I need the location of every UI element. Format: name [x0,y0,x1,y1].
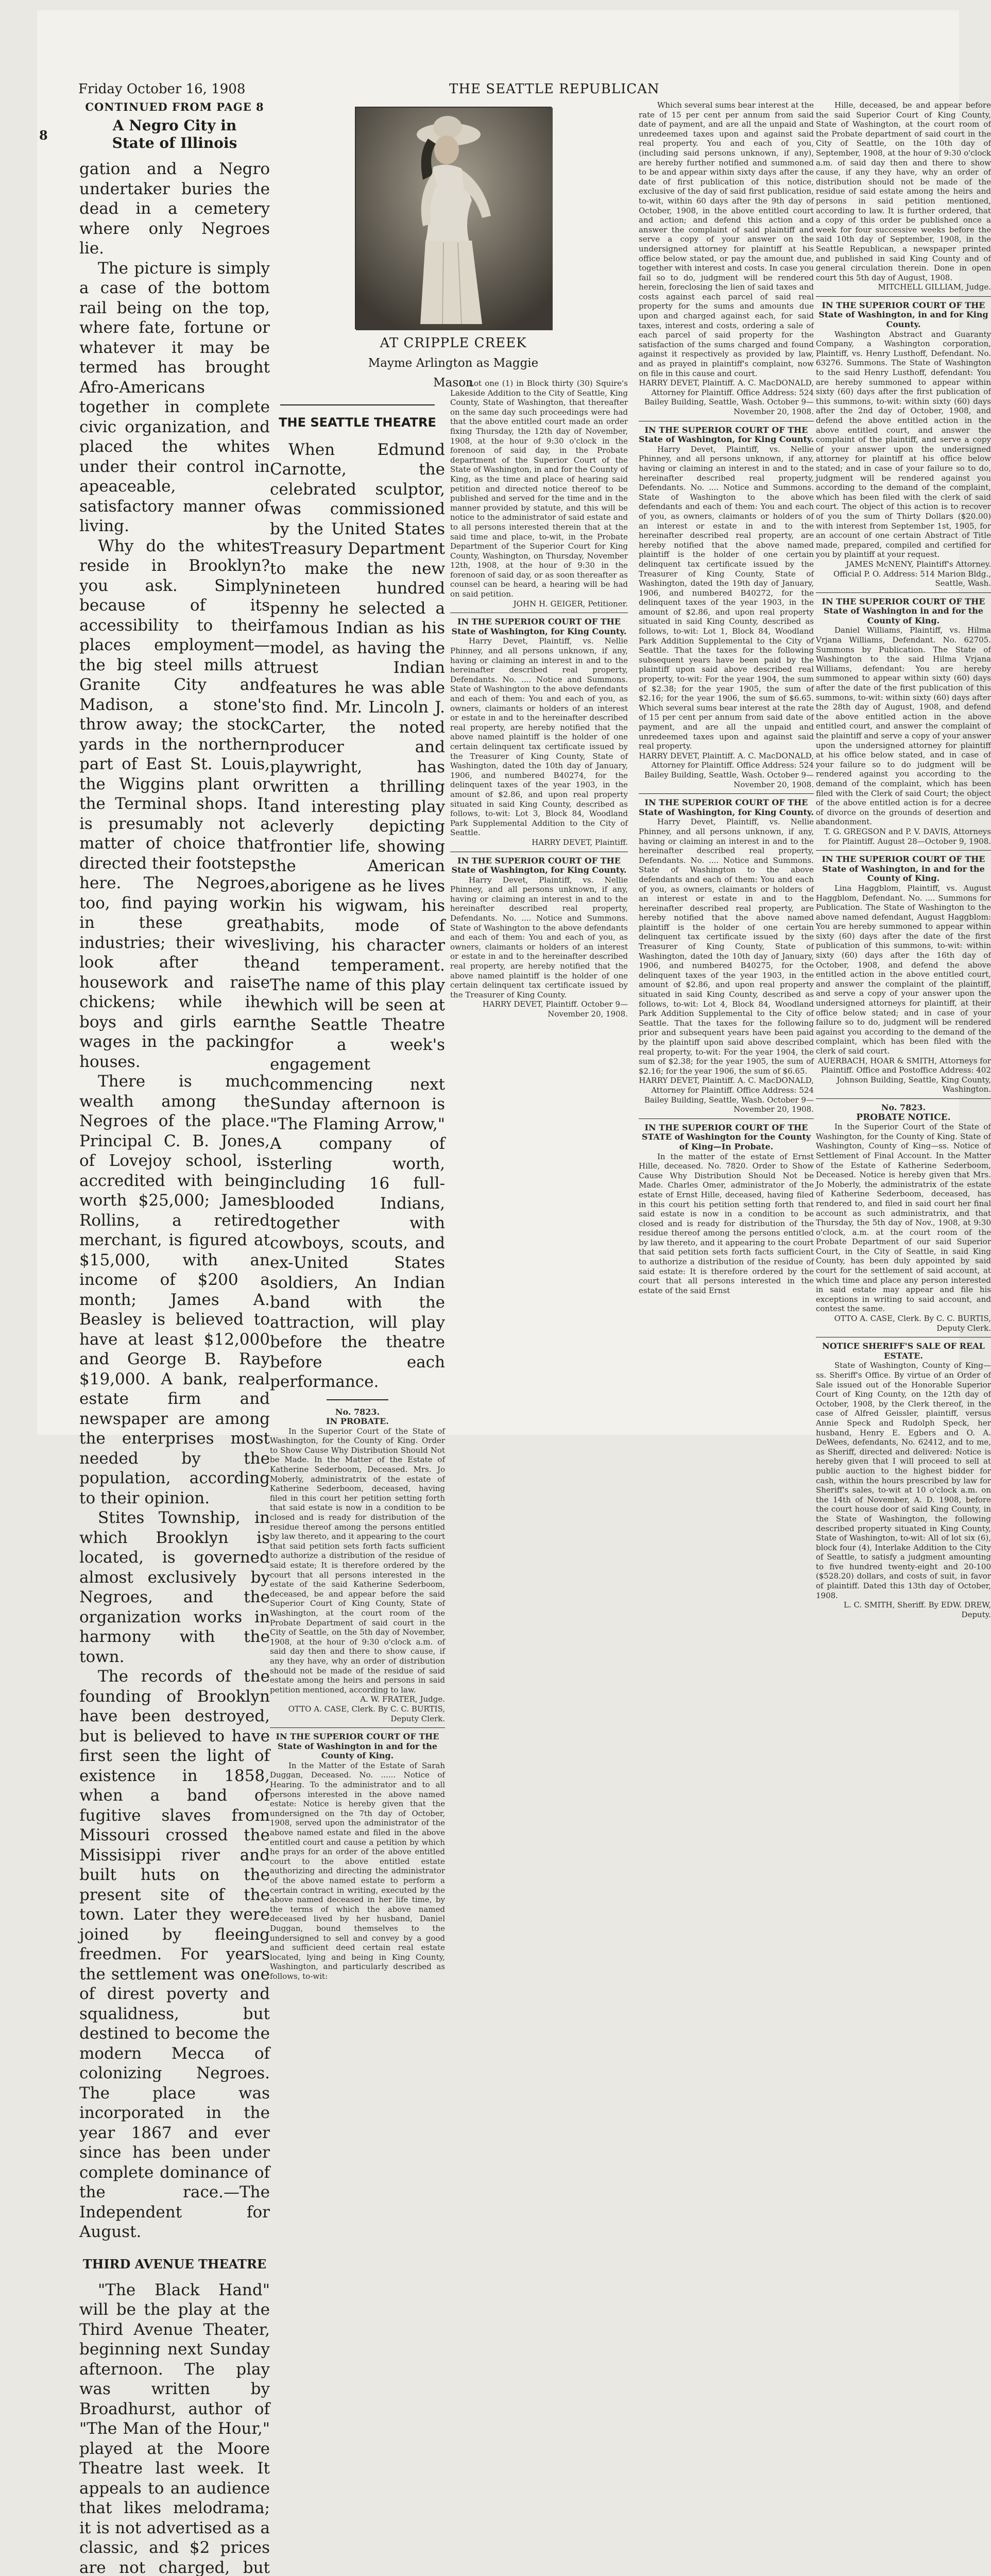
legal-heading: PROBATE NOTICE. [816,1113,991,1123]
legal-notices-middle [450,379,628,1019]
divider [280,404,435,405]
legal-text: In the Matter of the Estate of Sarah Duggan, Deceased. No. ...... Notice of Hearing. To the administrator and to all persons interested in the above named estate: Notice is hereby given that the undersigned on the 7th day of October, 1908, served upon the administrator of the above named estate and filed in the above entitled court and cause a petition by which he prays for an order of the above entitled court to the above entitled estate authorizing and directing the administrator of the above named estate to perform a certain contract in writing, executed by the above named deceased in her life time, by the terms of which the above named deceased lived by her husband, Daniel Duggan, bound themselves to the undersigned to sell and convey by a good and sufficient deed certain real estate located, lying and being in King County, Washington, and particularly described as follows, to-wit: [270,1761,445,1981]
masthead: THE SEATTLE REPUBLICAN [449,81,660,97]
legal-heading: IN THE SUPERIOR COURT OF THE State of Washington in and for the County of King. [816,597,991,626]
legal-text: Harry Devet, Plaintiff, vs. Nellie Phinney, and all persons unknown, if any, having or claiming an interest in and to the hereinafter described real property, Defendants. No. .... Notice and Summons. State of Washington to the above defendants and each of them: You and each of you, as owners, claimants or holders of an interest or estate in and to the hereinafter described real property, are hereby notified that the above named plaintiff is the holder of one certain delinquent tax certificate issued by the Treasurer of King County, State of Washington, dated the 10th day of January, 1906, and numbered B40275, for the delinquent taxes of the year 1903, in the amount of $2.86, and upon real property situated in said King County, described as follows, to-wit: Lot 4, Block 84, Woodland Park Addition Supplemental to the City of Seattle. That the taxes for the following prior and subsequent years have been paid by the plaintiff upon said above described real property, to-wit: For the year 1904, the sum of $2.38; for the year 1905, the sum of $2.16; for the year 1906, the sum of $6.65. [639,817,814,1076]
article-paragraph: The picture is simply a case of the bottom rail being on the top, where fate, fortune or whatever it may be termed has brought Afro-Americans together in complete civic organization, and placed the whites under their control in apeaceable, satisfactory manner of living. [79,259,270,536]
legal-text: Harry Devet, Plaintiff, vs. Nellie Phinney, and all persons unknown, if any, having or claiming an interest in and to the hereinafter described real property, Defendants. No. .... Notice and Summons. State of Washington to the above defendants and each of them: You and each of you, as owners, claimants or holders of an interest or estate in and to the hereinafter described real property, are hereby notified that the above named plaintiff is the holder of one certain delinquent tax certificate issued by the Treasurer of King County. [450,875,628,1000]
article-title: THE SEATTLE THEATRE [270,413,445,433]
legal-text: In the matter of the estate of Ernst Hille, deceased. No. 7820. Order to Show Cause Why Distribution Should Not be Made. Charles Omer, administrator of the estate of Ernst Hille, deceased, having filed in this court his petition setting forth that said estate is now in a condition to be closed and is ready for distribution of the residue thereof among the persons entitled by law thereto, and it appearing to the court that said petition sets forth facts sufficient to authorize a distribution of the residue of said estate: It is therefore ordered by the court that all persons interested in the estate of the said Ernst [639,1152,814,1296]
probate-heading: IN PROBATE. [270,1417,445,1427]
legal-heading: IN THE SUPERIOR COURT OF THE State of Washington, for King County. [450,617,628,636]
signature: HARRY DEVET, Plaintiff. A. C. MacDONALD, Attorney for Plaintiff. Office Address: 524 Bailey Building, Seattle, Wash. October 9—November 20, 1908. [639,378,814,416]
legal-text: In the Superior Court of the State of Washington, for the County of King. State of Washington, County of King—ss. Notice of Settlement of Final Account. In the Matter of the Estate of Katherine Sederboom, Deceased. Notice is hereby given that Mrs. Jo Moberly, the administratrix of the estate of Katherine Sederboom, deceased, has rendered to, and filed in said court her final account as such administratrix, and that Thursday, the 5th day of Nov., 1908, at 9:30 o'clock, a.m. at the court room of the Probate Department of our said Superior Court, in the City of Seattle, in said King County, has been duly appointed by said court for the settlement of said account, at which time and place any person interested in said estate may appear and file his exceptions in writing to said account, and contest the same. [816,1122,991,1314]
legal-text: Lot one (1) in Block thirty (30) Squire's Lakeside Addition to the City of Seattle, King County, State of Washington, that thereafter on the same day such proceedings were had that the above entitled court made an order fixing Thursday, the 12th day of November, 1908, at the hour of 9:30 o'clock in the forenoon of said day, in the Probate department of the Superior Court of the State of Washington, in and for the County of King, as the time and place of hearing said petition and directed notice thereof to be published and served for the time and in the manner provided by statute, and this will be notice to the administrator of said estate and to all persons interested therein that at the said time and place, to-wit, in the Probate Department of the Superior Court for King County, Washington, on Thursday, November 12th, 1908, at the hour of 9:30 in the forenoon of said day, or as soon thereafter as counsel can be heard, a hearing will be had on said petition. [450,379,628,599]
page-header [78,72,938,98]
divider [816,296,991,297]
column-4 [816,100,991,1619]
legal-heading: IN THE SUPERIOR COURT OF THE State of Washington, for King County. [450,856,628,875]
caption-title: AT CRIPPLE CREEK [352,333,554,353]
legal-text: Hille, deceased, be and appear before the said Superior Court of King County, State of Washington, at the court room of the Probate department of said court in the City of Seattle, on the 10th day of September, 1908, at the hour of 9:30 o'clock a.m. of said day then and there to show cause, if any they have, why an order of distribution should not be made of the residue of said estate among the heirs and persons in said petition mentioned, according to law. It is further ordered, that a copy of this order be published once a week for four successive weeks before the said 10th day of September, 1908, in the Seattle Republican, a newspaper printed and published in said King County and of general circulation therein. Done in open court this 5th day of August, 1908. [816,100,991,282]
signature: MITCHELL GILLIAM, Judge. [816,282,991,292]
article-paragraph: The records of the founding of Brooklyn have been destroyed, but is believed to have first seen the light of existence in 1858, when a band of fugitive slaves from Missouri crossed the Missisippi river and built huts on the present site of the town. Later they were joined by fleeing freedmen. For years the settlement was one of direst poverty and squalidness, but destined to become the modern Mecca of colonizing Negroes. The place was incorporated in the year 1867 and ever since has been under complete dominance of the race.—The Independent for August. [79,1667,270,2242]
signature: OTTO A. CASE, Clerk. By C. C. BURTIS, Deputy Clerk. [270,1704,445,1723]
legal-heading: IN THE SUPERIOR COURT OF THE STATE of Washington for the County of King—In Probate. [639,1123,814,1152]
probate-text: In the Superior Court of the State of Washington, for the County of King. Order to Show Cause Why Distribution Should Not be Made. In the Matter of the Estate of Katherine Sederboom, Deceased. Mrs. Jo Moberly, administratrix of the estate of Katherine Sederboom, deceased, having filed in this court her petition setting forth that said estate is now in a condition to be closed and is ready for distribution of the residue thereof among the persons entitled by law thereto, and it appearing to the court that said petition sets forth facts sufficient to authorize a distribution of the residue of said estate; It is therefore ordered by the court that all persons interested in the estate of the said Katherine Sederboom, deceased, be and appear before the said Superior Court of King County, State of Washington, at the court room of the Probate Department of said court in the City of Seattle, on the 5th day of November, 1908, at the hour of 9:30 o'clock a.m. of said day then and there to show cause, if any they have, why an order of distribution should not be made of the residue of said estate among the heirs and persons in said petition mentioned, according to law. [270,1427,445,1695]
signature: HARRY DEVET, Plaintiff. [450,838,628,848]
newspaper-page [37,10,959,1435]
issue-date: Friday October 16, 1908 [78,81,245,97]
continued-note: CONTINUED FROM PAGE 8 [79,100,270,114]
legal-text: Which several sums bear interest at the rate of 15 per cent per annum from said date of payment, and are all the unpaid and unredeemed taxes upon and against said real property. You and each of you, (including said persons unknown, if any), are hereby further notified and summoned to be and appear within sixty days after the date of first publication of this notice, exclusive of the day of said first publication, to-wit, within 60 days after the 9th day of October, 1908, in the above entitled court and action; and defend this action and answer the complaint of said plaintiff and serve a copy of your answer on the undersigned attorney for plaintiff at his office below stated, or pay the amount due, together with interest and costs. In case you fail so to do, judgment will be rendered herein, foreclosing the lien of said taxes and costs against each parcel of said real property for the sums and amounts due upon and charged against each, for said taxes, interest and costs, ordering a sale of each parcel of said property for the satisfaction of the sums charged and found against it respectively as provided by law, and as prayed in plaintiff's complaint, now on file in this cause and court. [639,100,814,378]
signature: JOHN H. GEIGER, Petitioner. [450,599,628,609]
legal-heading: IN THE SUPERIOR COURT OF THE State of Washington, in and for King County. [816,301,991,330]
column-1 [79,100,270,2576]
article-title: THIRD AVENUE THEATRE [79,2256,270,2273]
signature: AUERBACH, HOAR & SMITH, Attorneys for Plaintiff. Office and Postoffice Address: 402 Johnson Building, Seattle, King County, Washington. [816,1056,991,1094]
divider [816,1098,991,1099]
divider [270,1727,445,1728]
legal-heading: IN THE SUPERIOR COURT OF THE State of Washington, in and for the County of King. [816,855,991,884]
legal-text: Daniel Williams, Plaintiff, vs. Hilma Vrjana Williams, Defendant. No. 62705. Summons by Publication. The State of Washington to the said Hilma Vrjana Williams, defendant: You are hereby summoned to appear within sixty (60) days after the date of the first publication of this summons, to-wit: within sixty (60) days after the 28th day of August, 1908, and defend the above entitled action in the above entitled court, and answer the complaint of the plaintiff and serve a copy of your answer upon the undersigned attorney for plaintiff at his office below stated, and in case of your failure so to do judgment will be rendered against you according to the demand of the complaint, which has been filed with the Clerk of said Court; the object of the above entitled action is for a decree of divorce on the grounds of desertion and abandonment. [816,625,991,826]
article-paragraph: There is much wealth among the Negroes of the place. Principal C. B. Jones, of Lovejoy school, is accredited with being worth $25,000; James Rollins, a retired merchant, is figured at $15,000, with an income of $200 a month; James A. Beasley is believed to have at least $12,000 and George B. Ray $19,000. A bank, real estate firm and newspaper are among the enterprises most needed by the population, according to their opinion. [79,1072,270,1508]
signature: T. G. GREGSON and P. V. DAVIS, Attorneys for Plaintiff. August 28—October 9, 1908. [816,827,991,846]
legal-heading: IN THE SUPERIOR COURT OF THE State of Washington, for King County. [639,426,814,445]
article-title: A Negro City in State of Illinois [95,117,254,152]
signature: HARRY DEVET, Plaintiff. October 9—November 20, 1908. [450,999,628,1019]
divider [327,1399,388,1400]
signature: L. C. SMITH, Sheriff. By EDW. DREW, Deputy. [816,1600,991,1619]
signature: HARRY DEVET, Plaintiff. A. C. MacDONALD, Attorney for Plaintiff. Office Address: 524 Bailey Building, Seattle, Wash. October 9—November 20, 1908. [639,1076,814,1114]
article-paragraph: When Edmund Carnotte, the celebrated sculptor, was commissioned by the United States Treasury Department to make the new nineteen hundred penny he selected a famous Indian as his model, as having the truest Indian features he was able to find. Mr. Lincoln J. Carter, the noted producer and playwright, has written a thrilling and interesting play cleverly depicting frontier life, showing the American aborigene as he lives in his wigwam, his habits, mode of living, his character and temperament. The name of this play which will be seen at the Seattle Theatre for a week's engagement commencing next Sunday afternoon is "The Flaming Arrow," A company of sterling worth, including 16 full-blooded Indians, together with cowboys, scouts, and ex-United States soldiers, An Indian band with the attraction, will play before the theatre before each performance. [270,440,445,1392]
column-3 [639,100,814,1295]
article-paragraph: Why do the whites reside in Brooklyn? you ask. Simply because of its accessibility to their places employment—the big steel mills at Granite City and Madison, a stone's throw away; the stock yards in the northern part of East St. Louis, the Wiggins plant or the Terminal shops. It is presumably not a matter of choice that directed their footsteps here. The Negroes, too, find paying work in these great industries; their wives look after the housework and raise chickens; while ihe boys and girls earn wages in the packing houses. [79,536,270,1072]
divider [639,1118,814,1119]
probate-number: No. 7823. [270,1408,445,1417]
legal-text: Harry Devet, Plaintiff, vs. Nellie Phinney, and all persons unknown, if any, having or claiming an interest in and to the hereinafter described real property, Defendants. No. .... Notice and Summons. State of Washington to the above defendants and each of them: You and each of you, as owners, claimants or holders of an interest or estate in and to the hereinafter described real property, are hereby notified that the above named plaintiff is the holder of one certain delinquent tax certificate issued by the Treasurer of King County, State of Washington, dated the 10th day of January, 1906, and numbered B40274, for the delinquent taxes of the year 1903, in the amount of $2.86, and upon real property situated in said King County, described as follows, to-wit: Lot 3, Block 84, Woodland Park Supplemental Addition to the City of Seattle. [450,636,628,837]
article-paragraph: "The Black Hand" will be the play at the Third Avenue Theater, beginning next Sunday afternoon. The play was written by Broadhurst, author of "The Man of the Hour," played at the Moore Theatre last week. It appeals to an audience that likes melodrama; it is not advertised as a classic, and $2 prices are not charged, but [79,2280,270,2576]
legal-heading: NOTICE SHERIFF'S SALE OF REAL ESTATE. [816,1342,991,1361]
legal-text: Washington Abstract and Guaranty Company, a Washington corporation, Plaintiff, vs. Henry Lusthoff, Defendant. No. 63276. Summons. The State of Washington to the said Henry Lusthoff, defendant: You are hereby summoned to appear within sixty (60) days after the first publication of this summons, to-wit: within sixty (60) days after the 2nd day of October, 1908, and defend the above entitled action in the above entitled court, and answer the complaint of the plaintiff, and serve a copy of your answer upon the undersigned attorney for plaintiff at his office below stated; and in case of your failure so to do, judgment will be rendered against you according to the demand of the complaint, which has been filed with the clerk of said court. The object of this action is to recover of you the sum of Thirty Dollars ($20.00) with interest from September 1st, 1905, for an account of one certain Abstract of Title made, prepared, compiled and certified for you by plaintiff at your request. [816,330,991,560]
legal-heading: IN THE SUPERIOR COURT OF THE State of Washington, for King County. [639,798,814,817]
divider [639,793,814,794]
probate-notice [270,1408,445,1981]
signature: HARRY DEVET, Plaintiff. A. C. MacDONALD, Attorney for Plaintiff. Office Address: 524 Bailey Building, Seattle, Wash. October 9—November 20, 1908. [639,751,814,789]
probate-number: No. 7823. [816,1103,991,1113]
portrait-photo [355,107,552,329]
divider [816,592,991,593]
caption-subtitle: Mayme Arlington as Maggie Mason [352,353,554,393]
legal-text: Harry Devet, Plaintiff, vs. Nellie Phinney, and all persons unknown, if any, having or claiming an interest in and to the hereinafter described real property, Defendants. No. .... Notice and Summons. State of Washington to the above defendants and each of them: You and each of you, as owners, claimants or holders of an interest or estate in and to the hereinafter described real property, are hereby notified that the above named plaintiff is the holder of one certain delinquent tax certificate issued by the Treasurer of King County, State of Washington, dated the 19th day of January, 1906, and numbered B40272, for the delinquent taxes of the year 1903, in the amount of $2.86, and upon real property situated in said King County, described as follows, to-wit: Lot 1, Block 84, Woodland Park Addition Supplemental to the City of Seattle. That the taxes for the following subsequent years have been paid by the plaintiff upon said above described real property, to-wit: For the year 1904, the sum of $2.38; for the year 1905, the sum of $2.16; for the year 1906, the sum of $6.65. Which several sums bear interest at the rate of 15 per cent per annum from said date of payment, and are all the unpaid and unredeemed taxes upon and against said real property. [639,445,814,751]
article-paragraph: Stites Township, in which Brooklyn is located, is governed almost exclusively by Negroes, and the organization works in harmony with the town. [79,1508,270,1667]
seattle-theatre-article [270,404,445,1981]
woman-portrait-image [356,108,553,330]
legal-heading: IN THE SUPERIOR COURT OF THE State of Washington in and for the County of King. [270,1732,445,1761]
signature: OTTO A. CASE, Clerk. By C. C. BURTIS, Deputy Clerk. [816,1314,991,1333]
signature: A. W. FRATER, Judge. [270,1694,445,1704]
signature: JAMES McNENY, Plaintiff's Attorney. Official P. O. Address: 514 Marion Bldg., Seattle, Wash. [816,560,991,588]
page-edge-number: 8 [39,128,48,143]
divider [816,850,991,851]
legal-text: Lina Haggblom, Plaintiff, vs. August Haggblom, Defendant. No. .... Summons for Publication. The State of Washington to the above named defendant, August Haggblom: You are hereby summoned to appear within sixty (60) days after the date of the first publication of this summons, to-wit: within sixty (60) days after the 16th day of October, 1908, and defend the above entitled action in the above entitled court, and answer the complaint of the plaintiff, and serve a copy of your answer upon the undersigned attorneys for plaintiff, at their office below stated; and in case of your failure so to do, judgment will be rendered against you according to the demand of the complaint, which has been filed with the clerk of said court. [816,884,991,1056]
legal-text: State of Washington, County of King—ss. Sheriff's Office. By virtue of an Order of Sale issued out of the Honorable Superior Court of King County, on the 12th day of October, 1908, by the Clerk thereof, in the case of Alfred Geissler, plaintiff, versus Annie Speck and Rudolph Speck, her husband, Henry E. Egbers and O. A. DeWees, defendants, No. 62412, and to me, as Sheriff, directed and delivered: Notice is hereby given that I will proceed to sell at public auction to the highest bidder for cash, within the hours prescribed by law for Sheriff's sales, to-wit at 10 o'clock a.m. on the 14th of November, A. D. 1908, before the court house door of said King County, in the State of Washington, the following described property situated in King County, State of Washington, to-wit: All of lot six (6), block four (4), Interlake Addition to the City of Seattle, to satisfy a judgment amounting to five hundred twenty-eight and 20-100 ($528.20) dollars, and costs of suit, in favor of plaintiff. Dated this 13th day of October, 1908. [816,1361,991,1600]
article-paragraph: gation and a Negro undertaker buries the dead in a cemetery where only Negroes lie. [79,159,270,259]
